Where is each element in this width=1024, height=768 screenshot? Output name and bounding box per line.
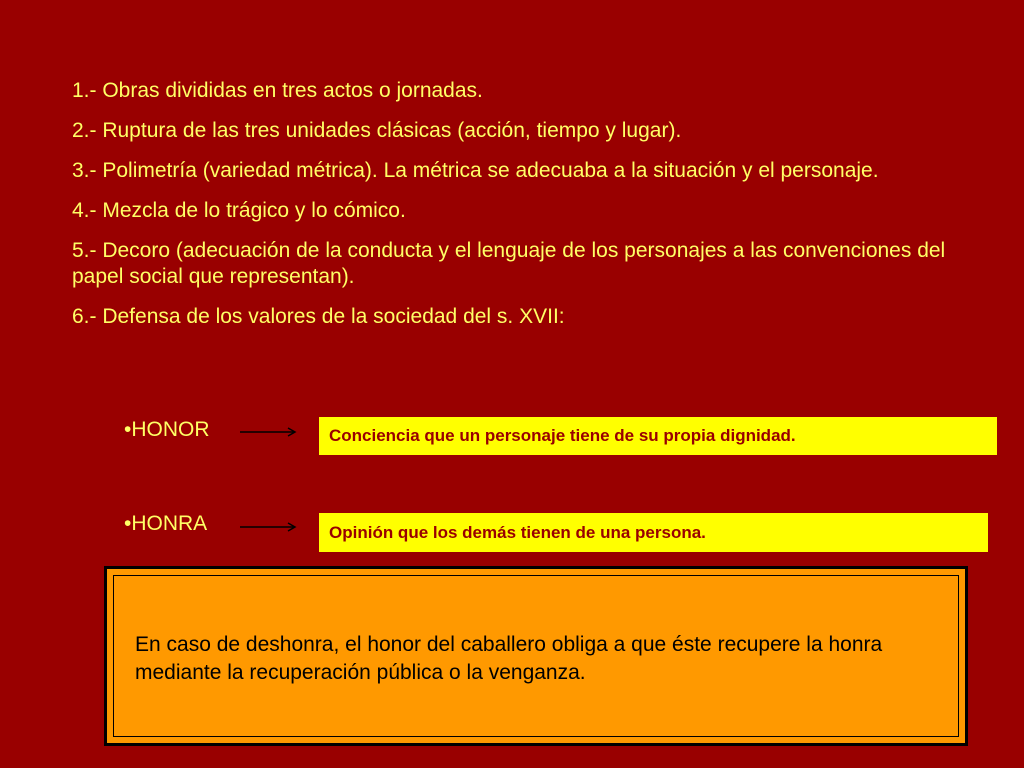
honra-term: •HONRA [124,512,208,535]
list-item: 3.- Polimetría (variedad métrica). La métrica se adecuaba a la situación y el personaje. [72,159,879,182]
honra-definition: Opinión que los demás tienen de una persona. [329,522,706,542]
honor-term: •HONOR [124,418,210,441]
honra-definition-box [319,513,988,552]
honor-definition: Conciencia que un personaje tiene de su propia dignidad. [329,426,796,445]
list-item: 1.- Obras divididas en tres actos o jornadas. [72,79,483,102]
honor-definition-box [319,417,997,455]
list-item: 4.- Mezcla de lo trágico y lo cómico. [72,199,406,222]
list-item: 5.- Decoro (adecuación de la conducta y el lenguaje de los personajes a las convenciones del papel social que representan). [72,239,946,288]
arrow-right-icon [240,520,298,534]
list-item: 6.- Defensa de los valores de la sociedad del s. XVII: [72,305,565,328]
arrow-right-icon [240,425,298,439]
note-text: En caso de deshonra, el honor del caballero obliga a que éste recupere la honra mediante la recuperación pública o la venganza. [135,633,883,684]
list-item: 2.- Ruptura de las tres unidades clásicas (acción, tiempo y lugar). [72,119,682,142]
note-box [104,566,968,746]
characteristics-list [72,78,952,344]
